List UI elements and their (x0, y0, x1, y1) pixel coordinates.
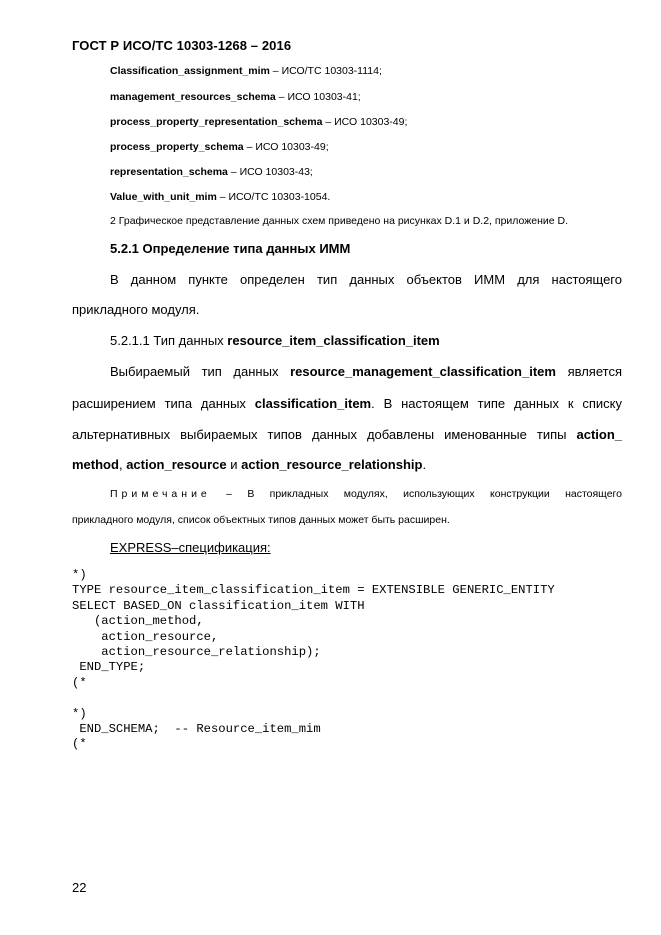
ref-separator: – (269, 65, 282, 77)
paragraph-1-line-1: В данном пункте определен тип данных объектов ИММ для настоящего (110, 272, 622, 287)
ref-standard: ИСО 10303-49; (255, 141, 329, 153)
note-figures: 2 Графическое представление данных схем приведено на рисунках D.1 и D.2, приложение D. (110, 215, 569, 227)
ref-line-1 (110, 65, 382, 77)
ref-separator: – (227, 166, 240, 178)
note-line-2: прикладного модуля, список объектных типов данных может быть расширен. (72, 514, 450, 526)
ref-name: process_property_schema (110, 141, 244, 153)
text: . В настоящем типе данных к списку (371, 396, 623, 411)
note-line-1 (110, 488, 622, 500)
type-name: action_resource (126, 457, 227, 472)
type-name: action_resource_relationship (241, 457, 423, 472)
ref-name: representation_schema (110, 166, 228, 178)
paragraph-1-line-2: прикладного модуля. (72, 302, 200, 317)
note-text: В прикладных модулях, использующих конструкции настоящего (247, 488, 622, 500)
section-heading-5-2-1-1 (110, 333, 440, 348)
type-name: resource_management_classification_item (290, 364, 556, 379)
note-dash: – (210, 488, 248, 500)
ref-line-4 (110, 141, 329, 153)
paragraph-2-line-3 (72, 427, 622, 442)
ref-separator: – (322, 116, 335, 128)
ref-separator: – (243, 141, 256, 153)
ref-line-5 (110, 166, 313, 178)
ref-name: Value_with_unit_mim (110, 191, 217, 203)
section-prefix: 5.2.1.1 Тип данных (110, 333, 228, 348)
paragraph-2-line-1 (110, 364, 622, 379)
text: расширением типа данных (72, 396, 255, 411)
text: альтернативных выбираемых типов данных добавлены именованные типы (72, 427, 577, 442)
ref-line-3 (110, 116, 407, 128)
ref-standard: ИСО 10303-49; (334, 116, 408, 128)
section-heading-5-2-1: 5.2.1 Определение типа данных ИММ (110, 241, 351, 256)
ref-name: management_resources_schema (110, 91, 276, 103)
ref-line-6 (110, 191, 330, 203)
ref-standard: ИСО/ТС 10303-1114; (281, 65, 382, 77)
ref-standard: ИСО 10303-41; (287, 91, 361, 103)
paragraph-2-line-2 (72, 396, 622, 411)
ref-name: Classification_assignment_mim (110, 65, 270, 77)
paragraph-2-line-4 (72, 457, 426, 472)
page-number: 22 (72, 880, 87, 895)
ref-line-2 (110, 91, 361, 103)
document-header: ГОСТ Р ИСО/ТС 10303-1268 – 2016 (72, 38, 292, 53)
ref-separator: – (275, 91, 288, 103)
text: Выбираемый тип данных (110, 364, 291, 379)
type-name: action_ (576, 427, 622, 442)
section-type-name: resource_item_classification_item (227, 333, 440, 348)
text: является (555, 364, 622, 379)
express-code-block: *) TYPE resource_item_classification_item = EXTENSIBLE GENERIC_ENTITY SELECT BASED_ON classification_item WITH (action_method, action_resource, action_resource_relationship); END_TYPE; (* *) END_SCHEMA; -- Resource_item_mim (* (72, 568, 555, 752)
text: и (226, 457, 242, 472)
text: , (118, 457, 127, 472)
ref-standard: ИСО/ТС 10303-1054. (228, 191, 331, 203)
note-label: Примечание (110, 488, 211, 500)
type-name: classification_item (254, 396, 372, 411)
text: . (422, 457, 427, 472)
ref-name: process_property_representation_schema (110, 116, 323, 128)
express-spec-label: EXPRESS–спецификация: (110, 540, 271, 555)
ref-standard: ИСО 10303-43; (239, 166, 313, 178)
ref-separator: – (216, 191, 229, 203)
type-name: method (72, 457, 119, 472)
